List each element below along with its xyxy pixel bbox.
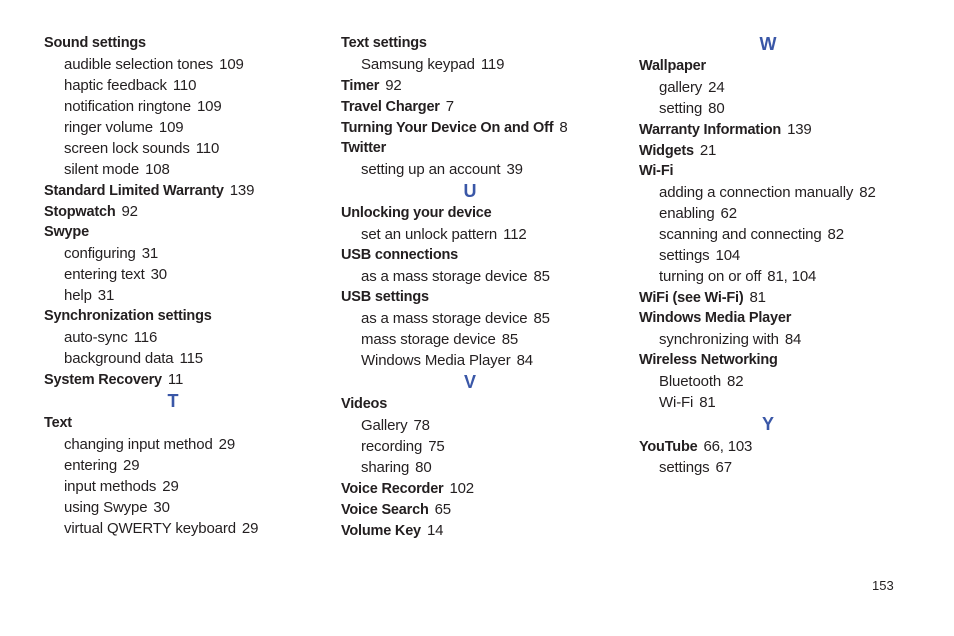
subterm-label: settings bbox=[659, 459, 710, 476]
subterm-label: Samsung keypad bbox=[361, 56, 475, 73]
index-subterm bbox=[639, 457, 909, 478]
page-reference: 80 bbox=[415, 459, 432, 476]
subterm-label: Wi-Fi bbox=[659, 394, 694, 411]
index-subterm bbox=[44, 455, 314, 476]
index-term bbox=[639, 350, 909, 371]
index-subterm bbox=[341, 329, 611, 350]
subterm-label: recording bbox=[361, 438, 423, 455]
term-label: Voice Search bbox=[341, 502, 429, 518]
term-label: Timer bbox=[341, 78, 380, 94]
index-term bbox=[639, 161, 909, 182]
page-reference: 139 bbox=[229, 182, 255, 199]
subterm-label: Bluetooth bbox=[659, 373, 722, 390]
subterm-label: notification ringtone bbox=[64, 98, 191, 115]
term-label: Warranty Information bbox=[639, 122, 782, 138]
term-label: Wallpaper bbox=[639, 58, 706, 74]
index-subterm bbox=[639, 245, 909, 266]
page-reference: 81 bbox=[749, 289, 766, 306]
term-label: Videos bbox=[341, 396, 388, 412]
page-reference: 109 bbox=[158, 119, 184, 136]
term-label: Voice Recorder bbox=[341, 481, 444, 497]
index-subterm bbox=[639, 392, 909, 413]
subterm-label: entering text bbox=[64, 266, 145, 283]
index-term bbox=[639, 140, 909, 161]
term-label: Windows Media Player bbox=[639, 310, 792, 326]
term-label: YouTube bbox=[639, 439, 698, 455]
subterm-label: mass storage device bbox=[361, 331, 496, 348]
page-reference: 110 bbox=[172, 77, 197, 94]
page-reference: 85 bbox=[533, 268, 550, 285]
page-reference: 82 bbox=[727, 373, 744, 390]
page-reference: 11 bbox=[167, 371, 184, 388]
subterm-label: setting up an account bbox=[361, 161, 501, 178]
term-label: Standard Limited Warranty bbox=[44, 183, 224, 199]
index-subterm bbox=[341, 54, 611, 75]
section-letter: V bbox=[463, 372, 476, 392]
index-subterm bbox=[341, 308, 611, 329]
index-term bbox=[341, 287, 611, 308]
term-label: WiFi (see Wi-Fi) bbox=[639, 290, 744, 306]
page-reference: 81 bbox=[699, 394, 716, 411]
page-reference: 82 bbox=[827, 226, 844, 243]
page-reference: 80 bbox=[708, 100, 725, 117]
index-term bbox=[341, 33, 611, 54]
index-term bbox=[44, 306, 314, 327]
index-subterm bbox=[44, 96, 314, 117]
page-reference: 115 bbox=[179, 350, 203, 367]
subterm-label: input methods bbox=[64, 478, 157, 495]
term-label: Turning Your Device On and Off bbox=[341, 120, 554, 136]
page-reference: 62 bbox=[720, 205, 737, 222]
index-subterm bbox=[44, 159, 314, 180]
page-reference: 85 bbox=[501, 331, 519, 348]
term-label: Wireless Networking bbox=[639, 352, 778, 368]
index-subterm bbox=[44, 434, 314, 455]
subterm-label: set an unlock pattern bbox=[361, 226, 498, 243]
subterm-label: changing input method bbox=[64, 436, 213, 453]
subterm-label: settings bbox=[659, 247, 710, 264]
subterm-label: gallery bbox=[659, 79, 703, 96]
subterm-label: sharing bbox=[361, 459, 410, 476]
index-term bbox=[639, 308, 909, 329]
index-term bbox=[341, 394, 611, 415]
index-column-3 bbox=[639, 33, 909, 478]
index-subterm bbox=[341, 415, 611, 436]
page-reference: 104 bbox=[715, 247, 741, 264]
subterm-label: Gallery bbox=[361, 417, 408, 434]
page-reference: 30 bbox=[150, 266, 167, 283]
page-reference: 108 bbox=[145, 161, 170, 178]
index-subterm bbox=[639, 77, 909, 98]
section-letter: W bbox=[759, 34, 777, 54]
page-reference: 29 bbox=[123, 457, 140, 474]
index-term bbox=[341, 245, 611, 266]
page-reference: 109 bbox=[219, 56, 244, 73]
index-subterm bbox=[44, 264, 314, 285]
index-term bbox=[341, 96, 611, 117]
subterm-label: auto-sync bbox=[64, 329, 128, 346]
term-label: System Recovery bbox=[44, 372, 162, 388]
index-subterm bbox=[639, 98, 909, 119]
index-column-2 bbox=[341, 33, 611, 541]
subterm-label: Windows Media Player bbox=[361, 352, 511, 369]
index-term bbox=[44, 222, 314, 243]
term-label: Wi-Fi bbox=[639, 163, 674, 179]
page-reference: 31 bbox=[141, 245, 159, 262]
subterm-label: enabling bbox=[659, 205, 715, 222]
index-subterm bbox=[341, 159, 611, 180]
page-reference: 39 bbox=[506, 161, 523, 178]
page-reference: 92 bbox=[121, 203, 138, 220]
index-term bbox=[639, 287, 909, 308]
index-term bbox=[341, 138, 611, 159]
page-reference: 78 bbox=[413, 417, 430, 434]
subterm-label: background data bbox=[64, 350, 174, 367]
subterm-label: configuring bbox=[64, 245, 136, 262]
subterm-label: ringer volume bbox=[64, 119, 153, 136]
page-reference: 102 bbox=[449, 480, 474, 497]
page-reference: 116 bbox=[133, 329, 158, 346]
page-reference: 75 bbox=[428, 438, 445, 455]
term-label: Text bbox=[44, 415, 72, 431]
index-subterm bbox=[639, 203, 909, 224]
page-reference: 24 bbox=[708, 79, 725, 96]
subterm-label: haptic feedback bbox=[64, 77, 167, 94]
index-subterm bbox=[44, 518, 314, 539]
page-reference: 109 bbox=[196, 98, 222, 115]
subterm-label: entering bbox=[64, 457, 118, 474]
page-reference: 110 bbox=[195, 140, 220, 157]
term-label: USB connections bbox=[341, 247, 459, 263]
page-number: 153 bbox=[872, 578, 894, 593]
page-reference: 65 bbox=[434, 501, 451, 518]
index-subterm bbox=[44, 497, 314, 518]
page-reference: 21 bbox=[699, 142, 717, 159]
index-term bbox=[44, 369, 314, 390]
index-term bbox=[341, 499, 611, 520]
subterm-label: adding a connection manually bbox=[659, 184, 854, 201]
index-term bbox=[44, 33, 314, 54]
subterm-label: scanning and connecting bbox=[659, 226, 822, 243]
section-letter: U bbox=[463, 181, 477, 201]
subterm-label: synchronizing with bbox=[659, 331, 779, 348]
subterm-label: screen lock sounds bbox=[64, 140, 190, 157]
subterm-label: virtual QWERTY keyboard bbox=[64, 520, 236, 537]
index-term bbox=[44, 413, 314, 434]
index-subterm bbox=[341, 457, 611, 478]
page-reference: 8 bbox=[559, 119, 568, 136]
page-reference: 29 bbox=[218, 436, 236, 453]
index-subterm bbox=[44, 117, 314, 138]
page-reference: 139 bbox=[787, 121, 812, 138]
subterm-label: setting bbox=[659, 100, 703, 117]
subterm-label: turning on or off bbox=[659, 268, 762, 285]
term-label: Text settings bbox=[341, 35, 427, 51]
page-reference: 85 bbox=[533, 310, 550, 327]
index-column-1 bbox=[44, 33, 314, 539]
page-reference: 84 bbox=[784, 331, 802, 348]
section-letter: T bbox=[167, 391, 179, 411]
term-label: Unlocking your device bbox=[341, 205, 492, 221]
index-subterm bbox=[639, 182, 909, 203]
subterm-label: help bbox=[64, 287, 92, 304]
page-reference: 82 bbox=[859, 184, 876, 201]
subterm-label: as a mass storage device bbox=[361, 268, 528, 285]
term-label: Synchronization settings bbox=[44, 308, 212, 324]
index-term bbox=[341, 478, 611, 499]
term-label: Widgets bbox=[639, 143, 694, 159]
page-reference: 29 bbox=[162, 478, 179, 495]
page-reference: 66, 103 bbox=[703, 438, 753, 455]
index-term bbox=[341, 203, 611, 224]
index-subterm bbox=[639, 329, 909, 350]
index-subterm bbox=[341, 266, 611, 287]
page-reference: 29 bbox=[241, 520, 259, 537]
index-term bbox=[341, 520, 611, 541]
page-reference: 14 bbox=[426, 522, 444, 539]
section-letter: Y bbox=[761, 414, 774, 434]
index-subterm bbox=[44, 243, 314, 264]
subterm-label: silent mode bbox=[64, 161, 140, 178]
page-reference: 81, 104 bbox=[767, 268, 817, 285]
page-reference: 30 bbox=[153, 499, 170, 516]
index-subterm bbox=[639, 224, 909, 245]
term-label: Travel Charger bbox=[341, 99, 440, 115]
index-term bbox=[341, 117, 611, 138]
index-term bbox=[341, 75, 611, 96]
term-label: Volume Key bbox=[341, 523, 421, 539]
index-subterm bbox=[44, 54, 314, 75]
page-reference: 112 bbox=[503, 226, 527, 243]
page-reference: 92 bbox=[385, 77, 402, 94]
index-term bbox=[639, 56, 909, 77]
index-term bbox=[44, 201, 314, 222]
index-subterm bbox=[44, 327, 314, 348]
index-term bbox=[639, 119, 909, 140]
index-subterm bbox=[639, 266, 909, 287]
term-label: Stopwatch bbox=[44, 204, 116, 220]
page-reference: 31 bbox=[97, 287, 115, 304]
subterm-label: as a mass storage device bbox=[361, 310, 528, 327]
index-subterm bbox=[44, 476, 314, 497]
term-label: USB settings bbox=[341, 289, 429, 305]
index-term bbox=[44, 180, 314, 201]
page-reference: 67 bbox=[715, 459, 732, 476]
index-subterm bbox=[639, 371, 909, 392]
term-label: Sound settings bbox=[44, 35, 146, 51]
page-reference: 7 bbox=[445, 98, 454, 115]
index-subterm bbox=[44, 75, 314, 96]
index-subterm bbox=[44, 285, 314, 306]
index-subterm bbox=[341, 224, 611, 245]
index-term bbox=[639, 436, 909, 457]
index-subterm bbox=[341, 350, 611, 371]
page-reference: 84 bbox=[516, 352, 533, 369]
page-reference: 119 bbox=[480, 56, 505, 73]
index-subterm bbox=[44, 348, 314, 369]
index-subterm bbox=[44, 138, 314, 159]
subterm-label: audible selection tones bbox=[64, 56, 214, 73]
term-label: Swype bbox=[44, 224, 89, 240]
index-subterm bbox=[341, 436, 611, 457]
subterm-label: using Swype bbox=[64, 499, 148, 516]
term-label: Twitter bbox=[341, 140, 387, 156]
